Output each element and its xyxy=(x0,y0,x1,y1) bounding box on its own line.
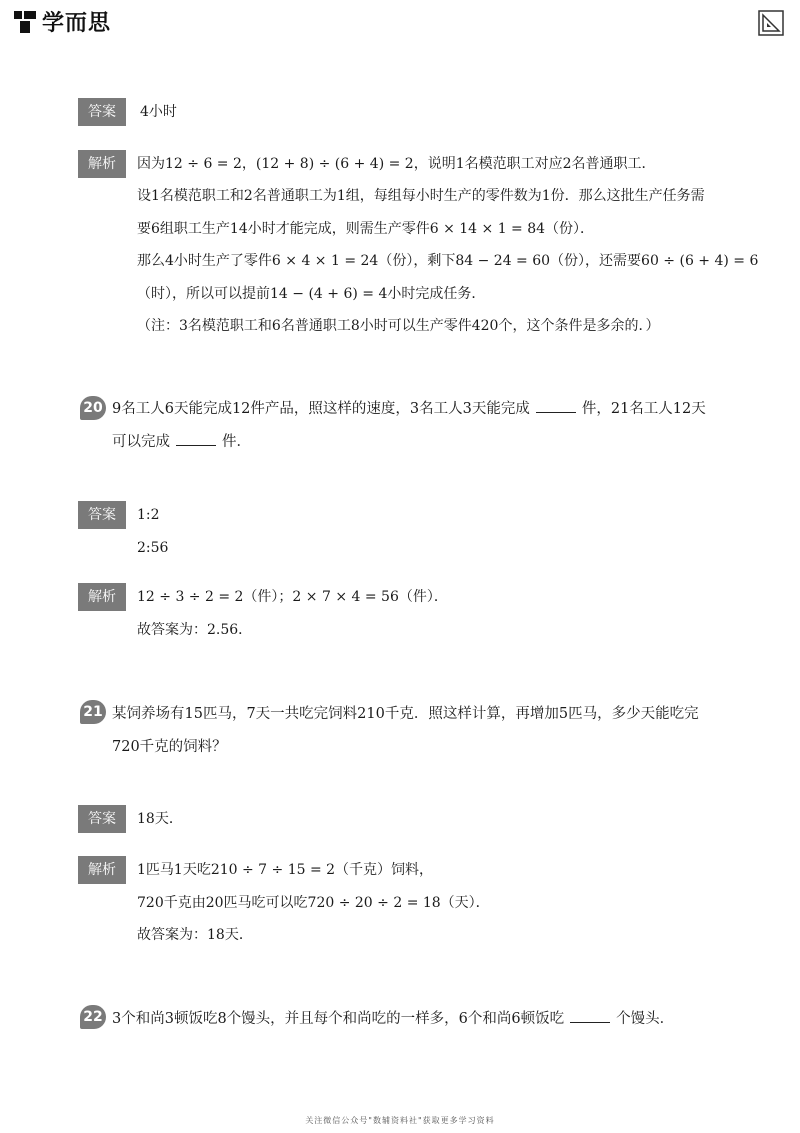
q20-answer-line: 2:56 xyxy=(137,540,169,556)
q20-answer-line: 1:2 xyxy=(137,507,160,523)
q21-question-line: 某饲养场有15匹马，7天一共吃完饲料210千克．照这样计算，再增加5匹马，多少天能吃完 xyxy=(112,706,699,722)
q20-question-text: 9名工人6天能完成12件产品，照这样的速度，3名工人3天能完成 xyxy=(112,401,530,417)
q19-analysis-line: 要6组职工生产14小时才能完成，则需生产零件6 × 14 × 1 = 84（份）． xyxy=(137,221,595,237)
q19-analysis-line: （注：3名模范职工和6名普通职工8小时可以生产零件420个，这个条件是多余的．） xyxy=(137,318,660,334)
q22-question-line xyxy=(112,1008,674,1030)
logo-text: 学而思 xyxy=(42,11,112,36)
q20-question-text: 件． xyxy=(222,434,251,450)
q22-question-text: 3个和尚3顿饭吃8个馒头，并且每个和尚吃的一样多，6个和尚6顿饭吃 xyxy=(112,1011,565,1027)
q19-analysis-line: 因为12 ÷ 6 = 2，(12 + 8) ÷ (6 + 4) = 2，说明1名模范职工对应2名普通职工． xyxy=(137,156,656,172)
q20-question-line-2 xyxy=(112,431,251,453)
q21-analysis-line: 720千克由20匹马吃可以吃720 ÷ 20 ÷ 2 = 18（天）． xyxy=(137,895,490,911)
ruler-triangle-icon xyxy=(758,10,784,36)
answer-blank xyxy=(570,1009,610,1023)
q21-question-line: 720千克的饲料？ xyxy=(112,739,227,755)
q20-question-text: 可以完成 xyxy=(112,434,170,450)
answer-label: 答案 xyxy=(78,805,126,833)
question-number-22: 22 xyxy=(80,1005,106,1029)
q19-analysis-line: （时），所以可以提前14 − (4 + 6) = 4小时完成任务． xyxy=(137,286,486,302)
answer-label: 答案 xyxy=(78,98,126,126)
question-number-21: 21 xyxy=(80,700,106,724)
analysis-label: 解析 xyxy=(78,583,126,611)
q19-analysis-line: 那么4小时生产了零件6 × 4 × 1 = 24（份），剩下84 − 24 = 60（份），还需要60 ÷ (6 + 4) = 6 xyxy=(137,253,759,269)
answer-blank xyxy=(536,399,576,413)
analysis-label: 解析 xyxy=(78,150,126,178)
q22-question-text: 个馒头． xyxy=(616,1011,675,1027)
analysis-label: 解析 xyxy=(78,856,126,884)
q21-answer: 18天． xyxy=(137,811,183,827)
q19-answer: 4小时 xyxy=(140,104,177,120)
answer-blank xyxy=(176,432,216,446)
page-footer: 关注微信公众号"数辅资料社"获取更多学习资料 xyxy=(305,1116,495,1125)
q21-analysis-line: 故答案为：18天． xyxy=(137,927,253,943)
question-number-20: 20 xyxy=(80,396,106,420)
logo-mark-icon xyxy=(14,9,38,35)
q20-analysis-line: 12 ÷ 3 ÷ 2 = 2（件）；2 × 7 × 4 = 56（件）． xyxy=(137,589,448,605)
q19-analysis-line: 设1名模范职工和2名普通职工为1组，每组每小时生产的零件数为1份．那么这批生产任务需 xyxy=(137,188,705,204)
q20-question-line-1 xyxy=(112,398,706,420)
brand-logo xyxy=(14,6,111,37)
q20-analysis-line: 故答案为：2.56． xyxy=(137,622,253,638)
q21-analysis-line: 1匹马1天吃210 ÷ 7 ÷ 15 = 2（千克）饲料， xyxy=(137,862,434,878)
q20-question-text: 件，21名工人12天 xyxy=(581,401,706,417)
answer-label: 答案 xyxy=(78,501,126,529)
